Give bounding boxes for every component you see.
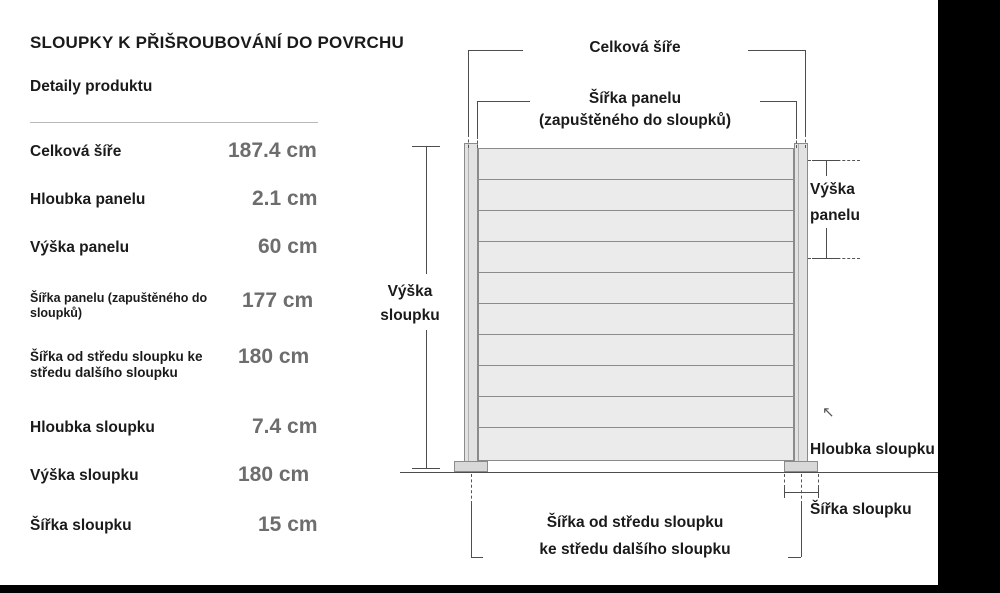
post-depth-arrow-icon: ↖ [822, 404, 835, 421]
ground-line [400, 472, 1000, 473]
panel-height-tick-bottom [812, 258, 840, 259]
panel-slat [479, 365, 793, 366]
overall-width-label: Celková šíře [589, 39, 681, 56]
spec-label: Šířka od středu sloupku ke středu dalšího sloupku [30, 349, 203, 381]
panel-slat [479, 303, 793, 304]
left-post [464, 143, 478, 466]
spec-value: 180 cm [238, 463, 310, 486]
panel-width-extension-right [796, 136, 797, 148]
panel-width-dim-line-left [477, 101, 530, 102]
spec-row [30, 235, 360, 291]
spec-row [30, 291, 360, 349]
panel-width-label-line1: Šířka panelu [588, 90, 682, 107]
section-subtitle: Detaily produktu [30, 78, 153, 95]
spec-label: Hloubka panelu [30, 191, 146, 208]
spec-value: 180 cm [238, 345, 310, 368]
overall-width-extension-right [805, 134, 806, 148]
panel-width-tick-right [796, 101, 797, 136]
spec-row [30, 415, 360, 467]
spec-row [30, 345, 360, 419]
overall-width-tick-left [468, 50, 469, 134]
post-height-dim-line-upper [426, 146, 427, 274]
panel-height-dim-line-upper [826, 160, 827, 176]
spec-row [30, 463, 360, 517]
post-height-label-line2: sloupku [380, 307, 440, 324]
fence-diagram [360, 0, 1000, 593]
spec-value: 177 cm [242, 289, 314, 312]
panel-slat [479, 179, 793, 180]
post-width-extension-right [818, 474, 819, 488]
overall-width-dim-line-left [468, 50, 523, 51]
fence-panel [478, 148, 794, 461]
divider [30, 122, 318, 123]
overall-width-dim-line-right [748, 50, 805, 51]
right-post-edge [798, 144, 799, 465]
panel-height-label-line1: Výška [810, 181, 855, 198]
center-to-center-tick-right [801, 504, 802, 557]
panel-height-label-line2: panelu [810, 207, 860, 224]
post-height-tick-top [412, 146, 440, 147]
center-to-center-dim-line-right [788, 557, 801, 558]
center-to-center-tick-left [471, 504, 472, 557]
center-to-center-label-line2: ke středu dalšího sloupku [539, 541, 731, 558]
center-to-center-label-line1: Šířka od středu sloupku [546, 514, 724, 531]
spec-row [30, 513, 360, 557]
panel-height-dim-line-lower [826, 228, 827, 258]
post-depth-label: Hloubka sloupku [810, 441, 935, 458]
overall-width-tick-right [805, 50, 806, 134]
page-title: SLOUPKY K PŘIŠROUBOVÁNÍ DO POVRCHU [30, 33, 404, 52]
panel-width-extension-left [477, 136, 478, 148]
bottom-frame-band [0, 585, 1000, 593]
center-to-center-dim-line-left [471, 557, 483, 558]
spec-label: Celková šíře [30, 143, 122, 160]
spec-label: Výška panelu [30, 239, 130, 256]
center-to-center-extension-right [801, 474, 802, 504]
spec-list [30, 139, 360, 557]
spec-label: Hloubka sloupku [30, 419, 155, 436]
panel-slat [479, 334, 793, 335]
right-post [794, 143, 808, 466]
spec-row [30, 139, 360, 191]
left-post-edge [468, 144, 469, 465]
panel-slat [479, 427, 793, 428]
spec-row [30, 187, 360, 239]
post-height-tick-bottom [412, 468, 440, 469]
right-frame-band [938, 0, 1000, 593]
spec-value: 187.4 cm [228, 139, 317, 162]
right-post-foot [784, 461, 818, 472]
spec-value: 60 cm [258, 235, 318, 258]
panel-slat [479, 272, 793, 273]
panel-width-label-line2: (zapuštěného do sloupků) [538, 112, 732, 129]
spec-value: 2.1 cm [252, 187, 318, 210]
center-to-center-extension-left [471, 474, 472, 504]
panel-slat [479, 210, 793, 211]
panel-height-tick-top [812, 160, 840, 161]
spec-label: Výška sloupku [30, 467, 139, 484]
post-width-extension-left [784, 474, 785, 488]
spec-value: 15 cm [258, 513, 318, 536]
left-post-foot [454, 461, 488, 472]
post-height-label-line1: Výška [387, 283, 433, 300]
spec-value: 7.4 cm [252, 415, 318, 438]
post-width-label: Šířka sloupku [810, 501, 912, 518]
post-height-dim-line-lower [426, 330, 427, 468]
panel-width-tick-left [477, 101, 478, 136]
panel-slat [479, 241, 793, 242]
spec-label: Šířka sloupku [30, 517, 132, 534]
overall-width-extension-left [468, 134, 469, 148]
spec-label: Šířka panelu (zapuštěného do sloupků) [30, 291, 208, 321]
panel-width-dim-line-right [760, 101, 796, 102]
panel-slat [479, 396, 793, 397]
